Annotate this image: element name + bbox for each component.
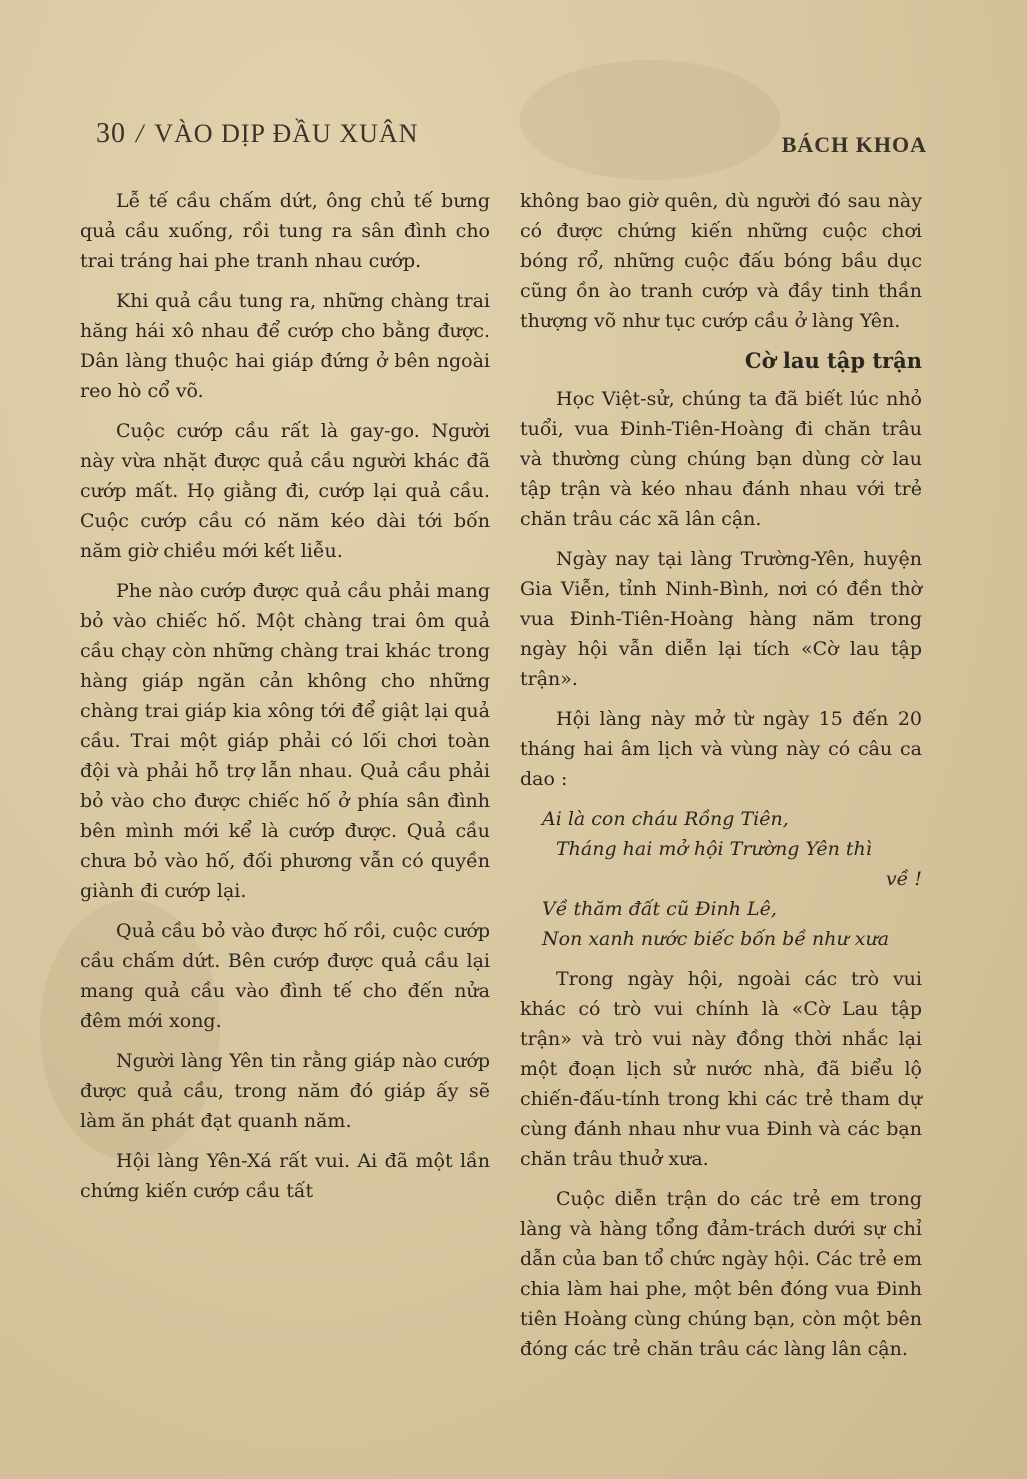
poem-line: Về thăm đất cũ Đinh Lê, — [542, 898, 777, 920]
paragraph: Hội làng Yên-Xá rất vui. Ai đã một lần chứng kiến cướp cầu tất — [80, 1150, 490, 1202]
header-left — [96, 118, 418, 150]
right-column — [520, 186, 922, 1374]
left-column — [80, 186, 490, 1216]
poem-line: Non xanh nước biếc bốn bề như xưa — [542, 928, 890, 950]
paragraph: Hội làng này mở từ ngày 15 đến 20 tháng hai âm lịch và vùng này có câu ca dao : — [520, 708, 922, 790]
poem-line: Ai là con cháu Rồng Tiên, — [542, 808, 789, 830]
paragraph: Người làng Yên tin rằng giáp nào cướp được quả cầu, trong năm đó giáp ấy sẽ làm ăn phát đạt quanh năm. — [80, 1050, 490, 1132]
poem-line-end: về ! — [885, 868, 922, 890]
page-number: 30 — [96, 118, 126, 149]
paragraph: Trong ngày hội, ngoài các trò vui khác có trò vui chính là «Cờ Lau tập trận» và trò vui này đồng thời nhắc lại một đoạn lịch sử nước nhà, đã biểu lộ chiến-đấu-tính trong khi các trẻ tham dự cùng đánh nhau như vua Đinh và các bạn chăn trâu thuở xưa. — [520, 968, 922, 1170]
paragraph: Quả cầu bỏ vào được hố rồi, cuộc cướp cầu chấm dứt. Bên cướp được quả cầu lại mang quả cầu vào đình tế cho đến nửa đêm mới xong. — [80, 920, 490, 1032]
paragraph: Ngày nay tại làng Trường-Yên, huyện Gia Viễn, tỉnh Ninh-Bình, nơi có đền thờ vua Đinh-Tiên-Hoàng hàng năm trong ngày hội vẫn diễn lại tích «Cờ lau tập trận». — [520, 548, 922, 690]
section-title: VÀO DỊP ĐẦU XUÂN — [154, 119, 419, 148]
page-header — [96, 118, 927, 158]
header-separator: / — [136, 119, 145, 148]
folk-poem — [542, 804, 922, 954]
paragraph: Cuộc cướp cầu rất là gay-go. Người này vừa nhặt được quả cầu người khác đã cướp mất. Họ giằng đi, cướp lại quả cầu. Cuộc cướp cầu có năm kéo dài tới bốn năm giờ chiều mới kết liễu. — [80, 420, 490, 562]
continued-paragraph: không bao giờ quên, dù người đó sau này có được chứng kiến những cuộc chơi bóng rổ, những cuộc đấu bóng bầu dục cũng ồn ào tranh cướp và đầy tinh thần thượng võ như tục cướp cầu ở làng Yên. — [520, 190, 922, 332]
paragraph: Cuộc diễn trận do các trẻ em trong làng và hàng tổng đảm-trách dưới sự chỉ dẫn của ban tổ chức ngày hội. Các trẻ em chia làm hai phe, một bên đóng vua Đinh tiên Hoàng cùng chúng bạn, còn một bên đóng các trẻ chăn trâu các làng lân cận. — [520, 1188, 922, 1360]
paragraph: Lễ tế cầu chấm dứt, ông chủ tế bưng quả cầu xuống, rồi tung ra sân đình cho trai tráng hai phe tranh nhau cướp. — [80, 190, 490, 272]
paragraph: Khi quả cầu tung ra, những chàng trai hăng hái xô nhau để cướp cho bằng được. Dân làng thuộc hai giáp đứng ở bên ngoài reo hò cổ võ. — [80, 290, 490, 402]
subheading: Cờ lau tập trận — [744, 348, 922, 373]
magazine-name: BÁCH KHOA — [781, 132, 927, 157]
paragraph: Học Việt-sử, chúng ta đã biết lúc nhỏ tuổi, vua Đinh-Tiên-Hoàng đi chăn trâu và thường cùng chúng bạn dùng cờ lau tập trận và kéo nhau đánh nhau với trẻ chăn trâu các xã lân cận. — [520, 388, 922, 530]
paragraph: Phe nào cướp được quả cầu phải mang bỏ vào chiếc hố. Một chàng trai ôm quả cầu chạy còn những chàng trai khác trong hàng giáp ngăn cản không cho những chàng trai giáp kia xông tới để giật lại quả cầu. Trai một giáp phải có lối chơi toàn đội và phải hỗ trợ lẫn nhau. Quả cầu phải bỏ vào cho được chiếc hố ở phía sân đình bên mình mới kể là cướp được. Quả cầu chưa bỏ vào hố, đối phương vẫn có quyền giành đi cướp lại. — [80, 580, 490, 902]
poem-line: Tháng hai mở hội Trường Yên thì — [556, 838, 872, 860]
